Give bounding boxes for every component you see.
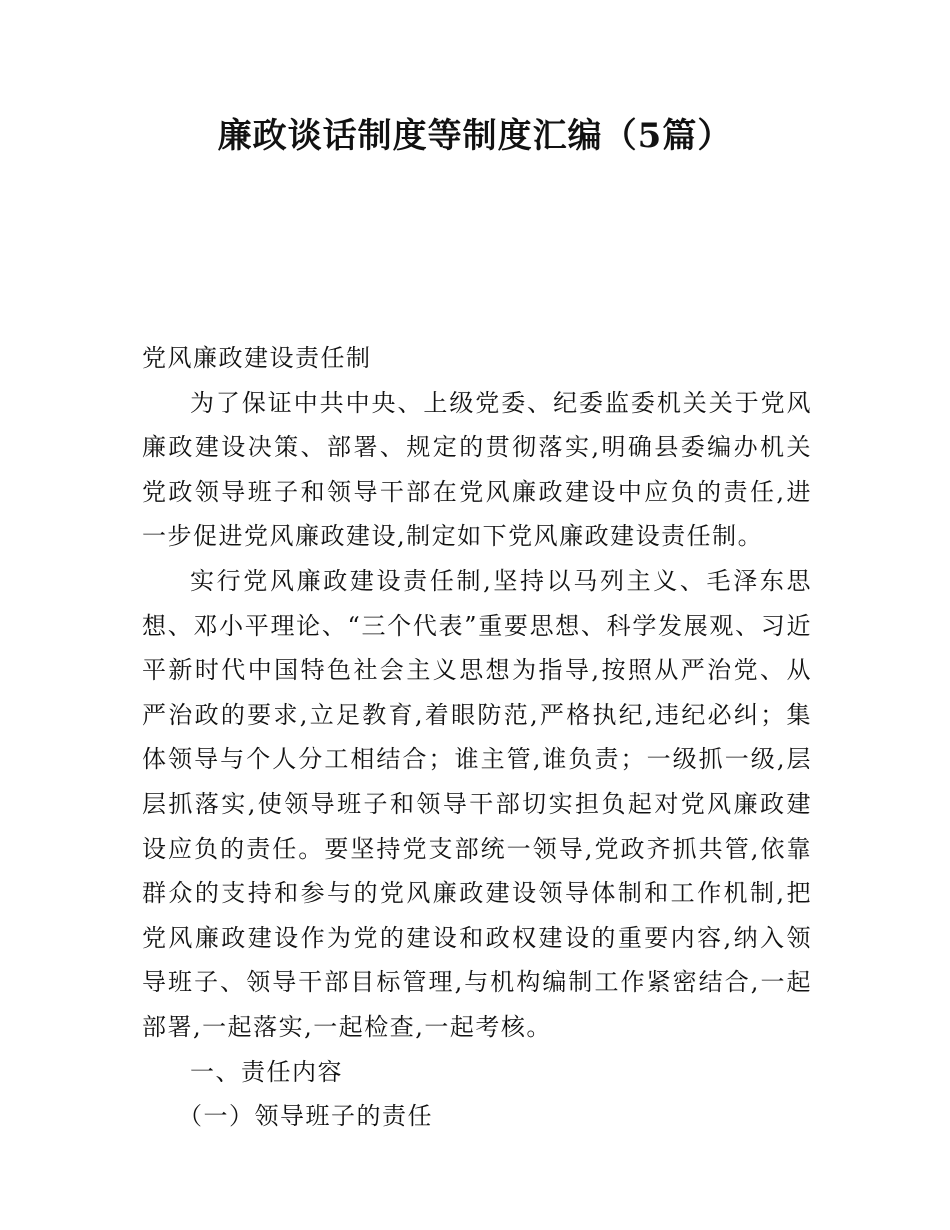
subheading-leadership-team: （一）领导班子的责任 <box>178 1102 433 1131</box>
subheading-responsibility-content: 一、责任内容 <box>190 1057 343 1086</box>
paragraph-purpose: 为了保证中共中央、上级党委、纪委监委机关关于党风廉政建设决策、部署、规定的贯彻落实,明确县委编办机关党政领导班子和领导干部在党风廉政建设中应负的责任,进一步促进党风廉政建设,制定如下党风廉政建设责任制。 <box>142 388 812 551</box>
document-title: 廉政谈话制度等制度汇编（5篇） <box>217 116 733 156</box>
paragraph-principles: 实行党风廉政建设责任制,坚持以马列主义、毛泽东思想、邓小平理论、“三个代表”重要思想、科学发展观、习近平新时代中国特色社会主义思想为指导,按照从严治党、从严治政的要求,立足教育,着眼防范,严格执纪,违纪必纠；集体领导与个人分工相结合；谁主管,谁负责；一级抓一级,层层抓落实,使领导班子和领导干部切实担负起对党风廉政建设应负的责任。要坚持党支部统一领导,党政齐抓共管,依靠群众的支持和参与的党风廉政建设领导体制和工作机制,把党风廉政建设作为党的建设和政权建设的重要内容,纳入领导班子、领导干部目标管理,与机构编制工作紧密结合,一起部署,一起落实,一起检查,一起考核。 <box>142 566 812 1041</box>
document-body <box>142 336 812 1139</box>
section-heading: 党风廉政建设责任制 <box>142 344 372 372</box>
